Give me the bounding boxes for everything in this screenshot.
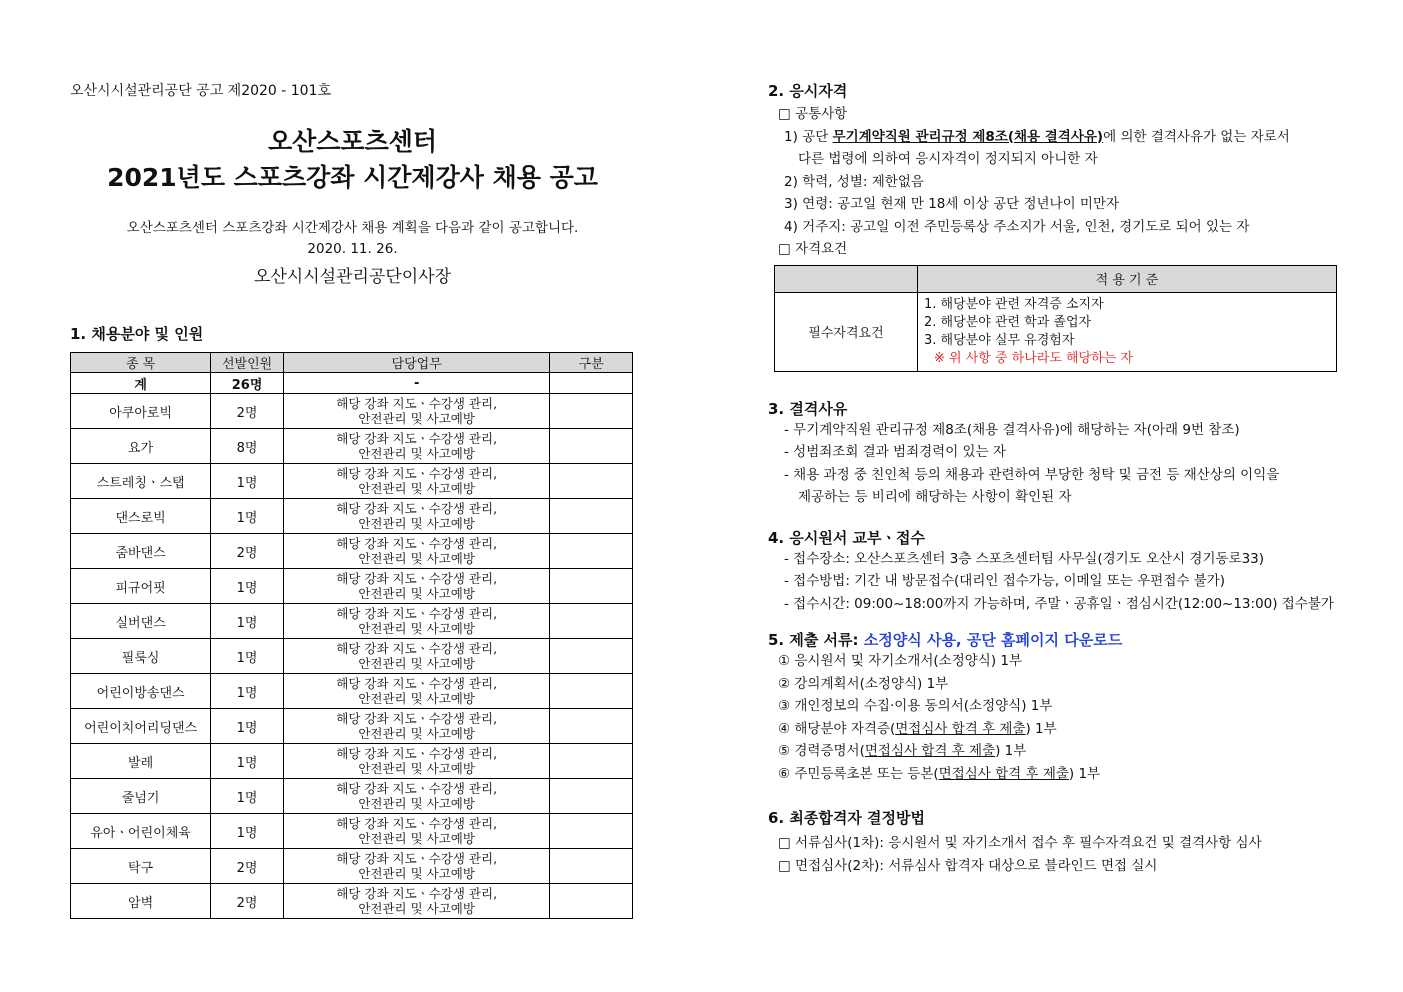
notice-date: 2020. 11. 26.: [307, 241, 398, 257]
duty-line-1: 해당 강좌 지도ㆍ수강생 관리,: [336, 641, 498, 656]
job-count: 1명: [211, 569, 284, 604]
duty-line-2: 안전관리 및 사고예방: [358, 796, 475, 811]
section-1-title: 1. 채용분야 및 인원: [70, 325, 204, 343]
qual-item-3: 3) 연령: 공고일 현재 만 18세 이상 공단 정년나이 미만자: [784, 196, 1120, 212]
req-header-criteria: 적 용 기 준: [918, 265, 1337, 292]
job-category: [550, 639, 633, 674]
duty-line-2: 안전관리 및 사고예방: [358, 516, 475, 531]
duty-line-1: 해당 강좌 지도ㆍ수강생 관리,: [336, 536, 498, 551]
job-duty: [283, 534, 549, 569]
job-name: 댄스로빅: [71, 499, 211, 534]
job-name: 어린이방송댄스: [71, 674, 211, 709]
job-duty: [283, 604, 549, 639]
duty-line-1: 해당 강좌 지도ㆍ수강생 관리,: [336, 431, 498, 446]
job-duty: [283, 674, 549, 709]
job-duty: [283, 639, 549, 674]
job-category: [550, 709, 633, 744]
requirement-table: [774, 265, 1337, 372]
job-name: 줄넘기: [71, 779, 211, 814]
job-count: 2명: [211, 849, 284, 884]
job-count: 2명: [211, 884, 284, 919]
application-place: - 접수장소: 오산스포츠센터 3층 스포츠센터팀 사무실(경기도 오산시 경기동로33): [784, 550, 1265, 567]
duty-line-1: 해당 강좌 지도ㆍ수강생 관리,: [336, 781, 498, 796]
total-label: 계: [71, 373, 211, 394]
intro-text: 오산스포츠센터 스포츠강좌 시간제강사 채용 계획을 다음과 같이 공고합니다.: [126, 220, 579, 236]
duty-line-2: 안전관리 및 사고예방: [358, 761, 475, 776]
job-count: 1명: [211, 709, 284, 744]
job-name: 발레: [71, 744, 211, 779]
criterion-1: 1. 해당분야 관련 자격증 소지자: [924, 296, 1104, 312]
total-count: 26명: [211, 373, 284, 394]
disq-item-1: - 무기계약직원 관리규정 제8조(채용 결격사유)에 해당하는 자(아래 9번 참조): [784, 421, 1240, 438]
job-name: 필룩싱: [71, 639, 211, 674]
job-name: 스트레칭ㆍ스탭: [71, 464, 211, 499]
job-category: [550, 394, 633, 429]
job-category: [550, 814, 633, 849]
duty-line-1: 해당 강좌 지도ㆍ수강생 관리,: [336, 396, 498, 411]
job-category: [550, 569, 633, 604]
document-1: ① 응시원서 및 자기소개서(소정양식) 1부: [778, 653, 1023, 669]
job-category: [550, 464, 633, 499]
document-5: ⑤ 경력증명서(면접심사 합격 후 제출) 1부: [778, 743, 1027, 759]
job-category: [550, 429, 633, 464]
notice-number: 오산시시설관리공단 공고 제2020 - 101호: [70, 83, 332, 99]
title-line-2: 2021년도 스포츠강좌 시간제강사 채용 공고: [107, 163, 598, 192]
table-row: [71, 779, 633, 814]
job-duty: [283, 884, 549, 919]
table-row: [71, 709, 633, 744]
duty-line-2: 안전관리 및 사고예방: [358, 831, 475, 846]
job-duty: [283, 779, 549, 814]
job-category: [550, 744, 633, 779]
header-duty: 담당업무: [283, 353, 549, 373]
duty-line-2: 안전관리 및 사고예방: [358, 726, 475, 741]
job-duty: [283, 569, 549, 604]
duty-line-2: 안전관리 및 사고예방: [358, 551, 475, 566]
application-method: - 접수방법: 기간 내 방문접수(대리인 접수가능, 이메일 또는 우편접수 불가): [784, 573, 1226, 589]
job-count: 1명: [211, 639, 284, 674]
job-category: [550, 884, 633, 919]
duty-line-1: 해당 강좌 지도ㆍ수강생 관리,: [336, 711, 498, 726]
job-name: 요가: [71, 429, 211, 464]
table-row: [71, 464, 633, 499]
total-category: [550, 373, 633, 394]
duty-line-1: 해당 강좌 지도ㆍ수강생 관리,: [336, 466, 498, 481]
job-category: [550, 779, 633, 814]
job-name: 피규어핏: [71, 569, 211, 604]
duty-line-2: 안전관리 및 사고예방: [358, 656, 475, 671]
section-2-title: 2. 응시자격: [768, 82, 848, 100]
section-6-title: 6. 최종합격자 결정방법: [768, 809, 925, 827]
criterion-2: 2. 해당분야 관련 학과 졸업자: [924, 314, 1092, 330]
job-count: 1명: [211, 779, 284, 814]
job-duty: [283, 744, 549, 779]
selection-step-1: □ 서류심사(1차): 응시원서 및 자기소개서 접수 후 필수자격요건 및 결격사항 심사: [778, 835, 1262, 851]
right-column: [768, 80, 1338, 877]
document-6: ⑥ 주민등록초본 또는 등본(면접심사 합격 후 제출) 1부: [778, 765, 1101, 782]
duty-line-1: 해당 강좌 지도ㆍ수강생 관리,: [336, 606, 498, 621]
table-row: [71, 534, 633, 569]
table-row: [71, 849, 633, 884]
table-row: [71, 499, 633, 534]
recruitment-table: [70, 352, 633, 919]
duty-line-2: 안전관리 및 사고예방: [358, 901, 475, 916]
duty-line-2: 안전관리 및 사고예방: [358, 691, 475, 706]
table-row: [71, 744, 633, 779]
job-name: 줌바댄스: [71, 534, 211, 569]
job-name: 아쿠아로빅: [71, 394, 211, 429]
left-column: [70, 80, 635, 919]
duty-line-1: 해당 강좌 지도ㆍ수강생 관리,: [336, 746, 498, 761]
job-name: 탁구: [71, 849, 211, 884]
req-criteria: [918, 292, 1337, 371]
duty-line-2: 안전관리 및 사고예방: [358, 586, 475, 601]
requirement-title: □ 자격요건: [778, 241, 848, 257]
job-duty: [283, 464, 549, 499]
section-3-title: 3. 결격사유: [768, 399, 848, 418]
duty-line-1: 해당 강좌 지도ㆍ수강생 관리,: [336, 501, 498, 516]
criterion-note: ※ 위 사항 중 하나라도 해당하는 자: [934, 350, 1133, 366]
job-duty: [283, 709, 549, 744]
section-4-title: 4. 응시원서 교부ㆍ접수: [768, 528, 925, 547]
signer: 오산시시설관리공단이사장: [253, 267, 452, 287]
job-duty: [283, 849, 549, 884]
job-count: 1명: [211, 604, 284, 639]
req-header-blank: [775, 265, 918, 292]
job-category: [550, 674, 633, 709]
qual-item-2: 2) 학력, 성별: 제한없음: [784, 173, 924, 190]
document-4: ④ 해당분야 자격증(면접심사 합격 후 제출) 1부: [778, 720, 1057, 737]
table-row: [71, 569, 633, 604]
req-label: 필수자격요건: [775, 292, 918, 371]
header-count: 선발인원: [211, 353, 284, 373]
duty-line-2: 안전관리 및 사고예방: [358, 481, 475, 496]
disq-item-3: - 채용 과정 중 친인척 등의 채용과 관련하여 부당한 청탁 및 금전 등 재산상의 이익을: [784, 466, 1280, 483]
job-duty: [283, 429, 549, 464]
job-duty: [283, 814, 549, 849]
table-row: [71, 639, 633, 674]
table-row: [71, 394, 633, 429]
disq-item-2: - 성범죄조회 결과 범죄경력이 있는 자: [784, 444, 1006, 460]
title-line-1: 오산스포츠센터: [267, 127, 438, 156]
job-category: [550, 849, 633, 884]
job-count: 8명: [211, 429, 284, 464]
selection-step-2: □ 면접심사(2차): 서류심사 합격자 대상으로 블라인드 면접 실시: [778, 857, 1158, 874]
application-time: - 접수시간: 09:00~18:00까지 가능하며, 주말ㆍ공휴일ㆍ점심시간(12:00~13:00) 접수불가: [784, 595, 1334, 612]
job-count: 1명: [211, 499, 284, 534]
job-count: 2명: [211, 394, 284, 429]
job-name: 암벽: [71, 884, 211, 919]
job-count: 1명: [211, 814, 284, 849]
qual-item-1-cont: 다른 법령에 의하여 응시자격이 정지되지 아니한 자: [798, 151, 1098, 167]
job-category: [550, 534, 633, 569]
section-5-title: 5. 제출 서류: 소정양식 사용, 공단 홈페이지 다운로드: [768, 631, 1123, 649]
duty-line-2: 안전관리 및 사고예방: [358, 411, 475, 426]
disq-item-3-cont: 제공하는 등 비리에 해당하는 사항이 확인된 자: [798, 489, 1072, 505]
job-name: 실버댄스: [71, 604, 211, 639]
job-count: 1명: [211, 674, 284, 709]
common-title: □ 공통사항: [778, 106, 848, 122]
job-duty: [283, 394, 549, 429]
table-row: [71, 429, 633, 464]
table-row: [71, 674, 633, 709]
criterion-3: 3. 해당분야 실무 유경험자: [924, 332, 1075, 348]
duty-line-1: 해당 강좌 지도ㆍ수강생 관리,: [336, 676, 498, 691]
duty-line-1: 해당 강좌 지도ㆍ수강생 관리,: [336, 851, 498, 866]
qual-item-4: 4) 거주지: 공고일 이전 주민등록상 주소지가 서울, 인천, 경기도로 되어 있는 자: [784, 218, 1250, 235]
job-category: [550, 604, 633, 639]
total-duty: -: [283, 373, 549, 394]
document-2: ② 강의계획서(소정양식) 1부: [778, 675, 949, 692]
qual-item-1: 1) 공단 무기계약직원 관리규정 제8조(채용 결격사유)에 의한 결격사유가 없는 자로서: [784, 128, 1290, 145]
duty-line-1: 해당 강좌 지도ㆍ수강생 관리,: [336, 886, 498, 901]
duty-line-2: 안전관리 및 사고예방: [358, 621, 475, 636]
document-3: ③ 개인정보의 수집·이용 동의서(소정양식) 1부: [778, 698, 1053, 714]
job-count: 2명: [211, 534, 284, 569]
table-row: [71, 604, 633, 639]
duty-line-1: 해당 강좌 지도ㆍ수강생 관리,: [336, 571, 498, 586]
job-name: 유아ㆍ어린이체육: [71, 814, 211, 849]
duty-line-2: 안전관리 및 사고예방: [358, 446, 475, 461]
job-count: 1명: [211, 744, 284, 779]
duty-line-1: 해당 강좌 지도ㆍ수강생 관리,: [336, 816, 498, 831]
header-category: 구분: [550, 353, 633, 373]
table-row: [71, 884, 633, 919]
job-duty: [283, 499, 549, 534]
job-count: 1명: [211, 464, 284, 499]
table-row-total: [71, 373, 633, 394]
table-row: [71, 814, 633, 849]
job-category: [550, 499, 633, 534]
header-subject: 종 목: [71, 353, 211, 373]
job-name: 어린이치어리딩댄스: [71, 709, 211, 744]
duty-line-2: 안전관리 및 사고예방: [358, 866, 475, 881]
